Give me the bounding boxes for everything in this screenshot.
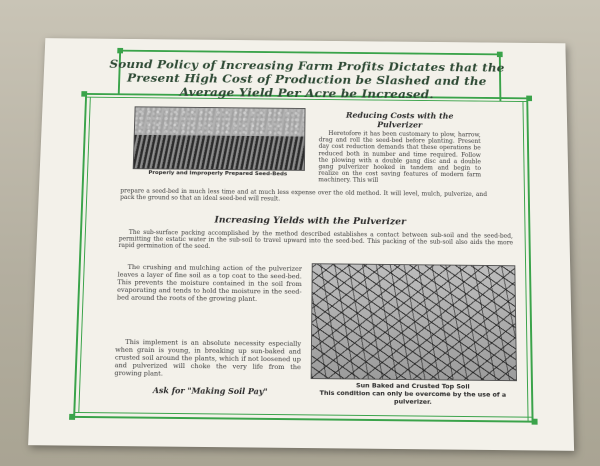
seed-bed-photo [133,106,306,171]
border-corner-dot [81,91,87,97]
crusted-soil-photo [311,263,517,381]
border-corner-dot [497,52,503,57]
border-corner-dot [117,48,123,53]
border-top-outer [117,50,500,56]
implement-paragraph [114,338,301,379]
border-corner-dot [532,419,538,425]
crushing-text: The crushing and mulching action of the pulverizer leaves a layer of fine soil as a top coat to the seed-bed. This prevents the moisture contained in the soil from evaporating and tends to hold the moisture in the seed-bed around the roots of the growing plant. [116,263,302,303]
implement-text: This implement is an absolute necessity especially when grain is young, in breaking up sun-baked and crusted soil around the plants, which if not loosened up and pulverized will choke the very life from the growing plant. [114,338,302,378]
sub-surface-text: The sub-surface packing accomplished by the method described establishes a contact between sub-soil and the seed-bed, permitting the estatic water in the sub-soil to travel upward into the seed-bed. This packing of the sub-soil also aids the more rapid germination of the seed. [118,229,514,251]
border-corner-dot [69,414,75,420]
crushing-paragraph [117,263,302,303]
document-sheet [28,38,574,451]
call-to-action: Ask for "Making Soil Pay" [152,385,268,397]
page-title: Sound Policy of Increasing Farm Profits Dictates that the Present High Cost of Production be Slashed and the Average Yield Per Acre be Increased. [109,56,505,102]
seed-bed-photo-caption: Properly and Improperly Prepared Seed-Beds [148,170,288,178]
crusted-soil-caption-line2: This condition can only be overcome by the use of a pulverizer. [319,388,507,406]
reducing-costs-paragraph-continued: prepare a seed-bed in much less time and at much less expense over the old method. It will level, mulch, pulverize, and pack the ground so that an ideal seed-bed will result. [120,187,488,203]
crusted-soil-caption-line1: Sun Baked and Crusted Top Soil [356,381,470,391]
crusted-soil-photo-caption [310,381,515,407]
seed-bed-photo-texture [135,107,305,136]
section-title-reducing-costs: Reducing Costs with the Pulverizer [345,110,454,130]
border-corner-dot [526,96,532,102]
reducing-costs-text: Heretofore it has been customary to plow, harrow, drag and roll the seed-bed before planting. Present day cost reduction demands that these operations be reduced both in number and time required. Follow the plowing with a double gang disc and a double gang pulverizer hooked in tandem and begin to realize on the cost saving features of modern farm machinery. This will [318,130,482,185]
reducing-costs-paragraph [318,130,481,185]
sub-surface-paragraph [118,229,513,253]
section-title-increasing-yields: Increasing Yields with the Pulverizer [214,214,406,228]
